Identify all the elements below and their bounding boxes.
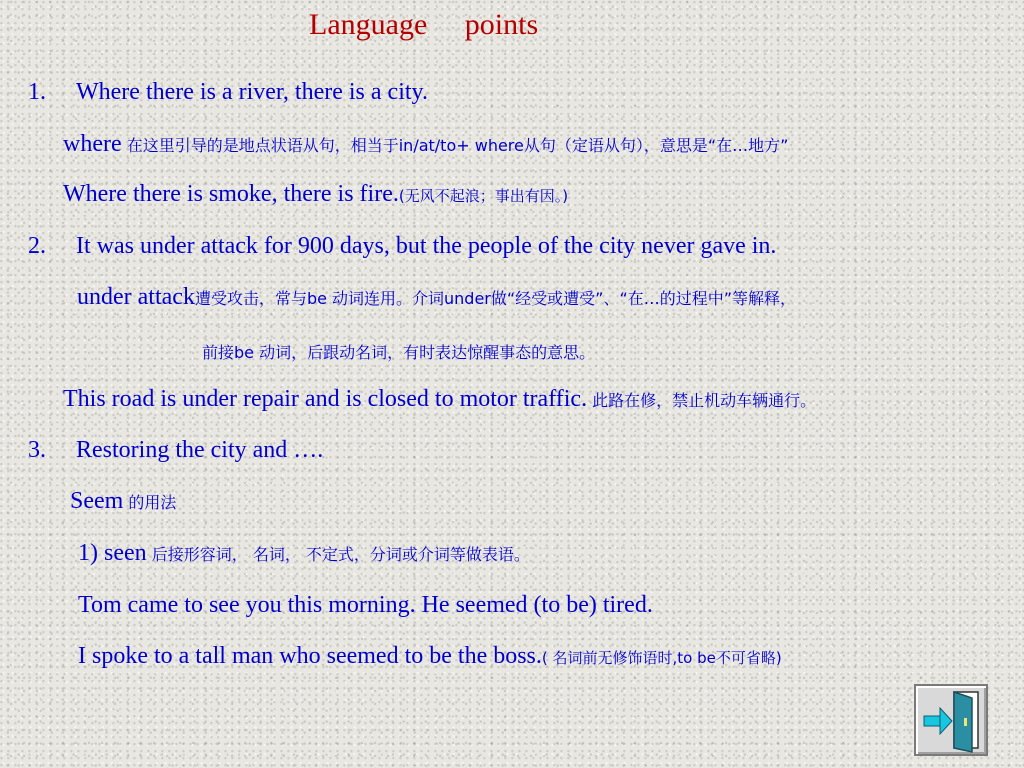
- point-3-number: 3.: [28, 437, 46, 463]
- where-note: 在这里引导的是地点状语从句，相当于in/at/to+ where从句（定语从句），意思是“在…地方”: [121, 136, 789, 155]
- smoke-example: [63, 181, 568, 208]
- under-attack-explanation: [77, 284, 796, 311]
- point-3: [28, 437, 323, 464]
- point-3-text: Restoring the city and ….: [76, 437, 324, 463]
- exit-button[interactable]: [914, 684, 988, 756]
- road-note: 此路在修，禁止机动车辆通行。: [587, 391, 817, 410]
- seen-usage: [78, 540, 530, 567]
- seem-word: Seem: [70, 488, 124, 514]
- where-word: where: [63, 131, 122, 157]
- road-text: This road is under repair and is closed to motor traffic.: [63, 386, 588, 412]
- spoke-text: I spoke to a tall man who seemed to be the boss.: [78, 643, 542, 669]
- spoke-note: ( 名词前无修饰语时,to be不可省略): [541, 649, 782, 667]
- smoke-note: (无风不起浪；事出有因。): [398, 187, 569, 205]
- be-note: 前接be 动词，后跟动名词，有时表达惊醒事态的意思。: [202, 343, 596, 362]
- under-attack-word: under attack: [77, 284, 195, 310]
- seem-note: 的用法: [123, 493, 177, 512]
- seem-usage: [70, 488, 176, 515]
- tom-example: Tom came to see you this morning. He seemed (to be) tired.: [78, 592, 653, 618]
- exit-door-icon: [916, 686, 986, 754]
- slide-title: Language points: [309, 8, 539, 41]
- point-2-number: 2.: [28, 233, 46, 259]
- point-2-text: It was under attack for 900 days, but the people of the city never gave in.: [76, 233, 777, 259]
- point-1: [28, 79, 428, 106]
- point-2: [28, 233, 776, 260]
- seen-note: 后接形容词， 名词， 不定式，分词或介词等做表语。: [146, 545, 530, 564]
- spoke-example: [78, 643, 782, 670]
- under-attack-note: 遭受攻击，常与be 动词连用。介词under做“经受或遭受”、“在…的过程中”等解释，: [194, 289, 797, 308]
- point-1-text: Where there is a river, there is a city.: [76, 79, 428, 105]
- seen-word: 1) seen: [78, 540, 147, 566]
- road-example: [63, 386, 816, 413]
- smoke-text: Where there is smoke, there is fire.: [63, 181, 399, 207]
- where-explanation: [63, 131, 788, 158]
- point-1-number: 1.: [28, 79, 46, 105]
